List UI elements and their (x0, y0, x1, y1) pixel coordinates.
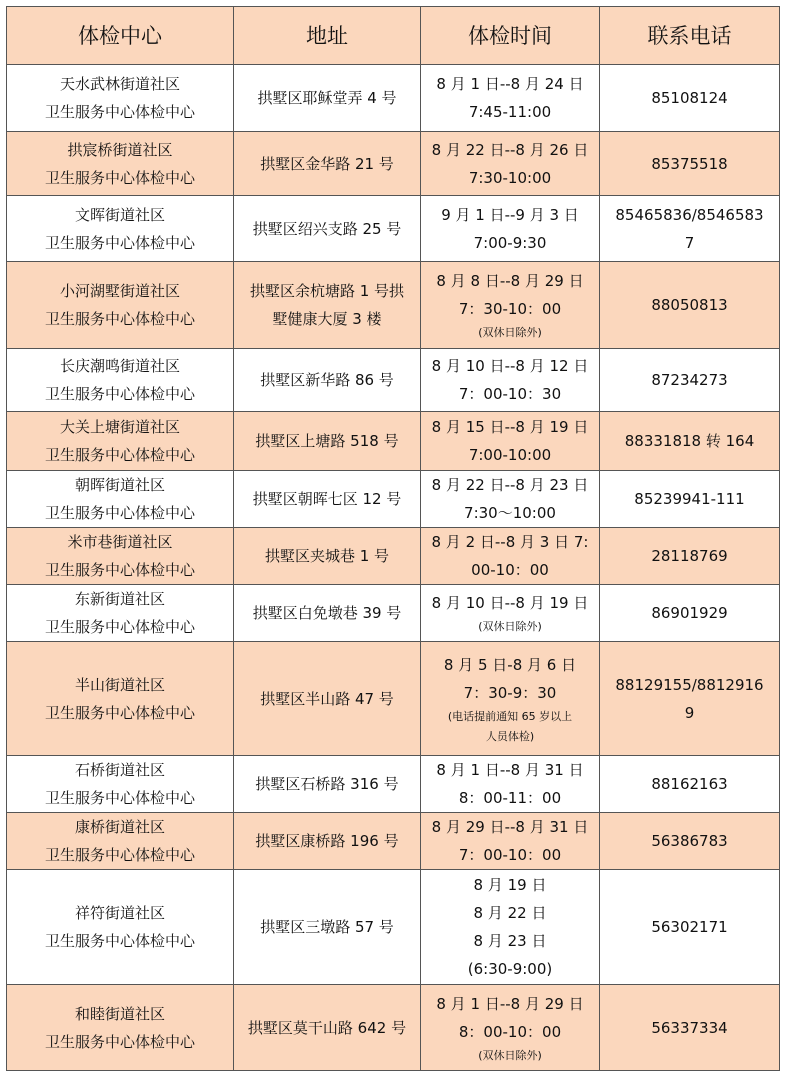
phone-cell (600, 132, 780, 196)
table-body (7, 65, 780, 1071)
time-note: (双休日除外) (478, 326, 542, 339)
phone-cell (600, 985, 780, 1071)
center-cell (7, 412, 234, 471)
address-line: 拱墅区康桥路 196 号 (255, 832, 399, 850)
center-cell (7, 196, 234, 262)
center-line: 祥符街道社区 (74, 904, 165, 922)
center-line: 和睦街道社区 (74, 1004, 165, 1023)
time-line: 00-10：00 (471, 561, 549, 579)
time-line: 8 月 22 日 (473, 904, 547, 922)
center-line: 卫生服务中心体检中心 (44, 1032, 195, 1051)
table-row (7, 585, 780, 642)
address-line: 拱墅区三墩路 57 号 (260, 918, 394, 936)
center-line: 卫生服务中心体检中心 (44, 561, 195, 579)
center-line: 东新街道社区 (74, 590, 165, 608)
center-cell (7, 642, 234, 756)
center-line: 康桥街道社区 (74, 818, 165, 836)
address-cell (234, 349, 421, 412)
time-line: 8 月 19 日 (473, 876, 547, 894)
time-cell (421, 196, 600, 262)
address-cell (234, 471, 421, 528)
center-line: 卫生服务中心体检中心 (44, 385, 195, 403)
phone-cell (600, 585, 780, 642)
time-line: 8 月 29 日--8 月 31 日 (431, 818, 589, 836)
time-cell (421, 349, 600, 412)
table-row (7, 756, 780, 813)
center-line: 卫生服务中心体检中心 (44, 703, 195, 722)
address-line: 拱墅区上塘路 518 号 (255, 432, 399, 450)
center-cell (7, 585, 234, 642)
time-cell (421, 65, 600, 132)
address-line: 墅健康大厦 3 楼 (272, 310, 382, 328)
time-line: 7：00-10：30 (458, 385, 562, 403)
center-line: 卫生服务中心体检中心 (44, 168, 195, 187)
time-line: 8：00-10：00 (458, 1022, 562, 1041)
phone-line: 56302171 (651, 918, 728, 936)
phone-cell (600, 262, 780, 349)
center-line: 朝晖街道社区 (74, 476, 165, 494)
center-line: 卫生服务中心体检中心 (44, 504, 195, 522)
time-note: (电话提前通知 65 岁以上 (447, 709, 573, 723)
time-line: 7：30-9：30 (463, 683, 557, 702)
time-line: 8 月 23 日 (473, 932, 547, 950)
center-line: 卫生服务中心体检中心 (44, 103, 195, 121)
address-line: 拱墅区半山路 47 号 (260, 689, 394, 708)
table-row (7, 642, 780, 756)
address-cell (234, 870, 421, 985)
center-cell (7, 349, 234, 412)
time-line: 7:00-10:00 (468, 446, 552, 464)
phone-line: 88162163 (651, 775, 728, 793)
header-row (7, 7, 780, 65)
address-line: 拱墅区金华路 21 号 (260, 154, 394, 173)
time-line: 7:00-9:30 (473, 233, 547, 252)
time-line: 8 月 8 日--8 月 29 日 (436, 272, 584, 290)
time-line: 7:30～10:00 (464, 504, 556, 522)
address-cell (234, 196, 421, 262)
table-row (7, 528, 780, 585)
table-row (7, 813, 780, 870)
center-line: 文晖街道社区 (74, 205, 165, 224)
table-row (7, 412, 780, 471)
center-line: 半山街道社区 (74, 675, 165, 694)
phone-cell (600, 412, 780, 471)
time-cell (421, 642, 600, 756)
phone-line: 9 (684, 703, 695, 722)
table-row (7, 65, 780, 132)
center-line: 天水武林街道社区 (59, 75, 180, 93)
address-line: 拱墅区绍兴支路 25 号 (252, 219, 402, 238)
address-cell (234, 585, 421, 642)
time-cell (421, 870, 600, 985)
time-note: (双休日除外) (478, 1048, 542, 1062)
address-line: 拱墅区石桥路 316 号 (255, 775, 399, 793)
health-check-table (6, 6, 780, 1071)
time-cell (421, 585, 600, 642)
table-row (7, 870, 780, 985)
phone-cell (600, 756, 780, 813)
center-line: 卫生服务中心体检中心 (44, 846, 195, 864)
center-line: 卫生服务中心体检中心 (44, 932, 195, 950)
time-cell (421, 985, 600, 1071)
time-line: 8 月 5 日-8 月 6 日 (443, 655, 577, 674)
time-line: 8：00-11：00 (458, 789, 562, 807)
phone-cell (600, 471, 780, 528)
phone-cell (600, 65, 780, 132)
address-cell (234, 985, 421, 1071)
time-line: 7：30-10：00 (458, 300, 562, 318)
header-center: 体检中心 (7, 7, 234, 65)
address-cell (234, 756, 421, 813)
center-cell (7, 985, 234, 1071)
phone-line: 88129155/8812916 (615, 675, 764, 694)
address-cell (234, 262, 421, 349)
phone-line: 86901929 (651, 604, 728, 622)
time-cell (421, 132, 600, 196)
header-phone: 联系电话 (600, 7, 780, 65)
address-line: 拱墅区朝晖七区 12 号 (252, 490, 402, 508)
address-line: 拱墅区莫干山路 642 号 (247, 1018, 407, 1037)
time-line: 7：00-10：00 (458, 846, 562, 864)
center-line: 大关上塘街道社区 (59, 418, 180, 436)
time-cell (421, 756, 600, 813)
phone-cell (600, 813, 780, 870)
phone-cell (600, 196, 780, 262)
time-line: 8 月 22 日--8 月 26 日 (431, 140, 589, 159)
address-cell (234, 132, 421, 196)
phone-line: 28118769 (651, 547, 728, 565)
phone-line: 85375518 (651, 154, 728, 173)
time-line: 8 月 10 日--8 月 19 日 (431, 594, 589, 612)
center-line: 米市巷街道社区 (67, 533, 173, 551)
center-line: 长庆潮鸣街道社区 (59, 357, 180, 375)
time-line: 9 月 1 日--9 月 3 日 (441, 205, 579, 224)
time-cell (421, 262, 600, 349)
phone-line: 56386783 (651, 832, 728, 850)
center-line: 小河湖墅街道社区 (59, 282, 180, 300)
phone-line: 7 (684, 233, 695, 252)
table-row (7, 132, 780, 196)
center-cell (7, 813, 234, 870)
address-line: 拱墅区夹城巷 1 号 (264, 547, 390, 565)
time-cell (421, 813, 600, 870)
center-line: 卫生服务中心体检中心 (44, 789, 195, 807)
phone-cell (600, 642, 780, 756)
center-cell (7, 528, 234, 585)
table-row (7, 349, 780, 412)
phone-line: 88331818 转 164 (624, 432, 755, 450)
center-cell (7, 65, 234, 132)
time-line: 8 月 10 日--8 月 12 日 (431, 357, 589, 375)
header-time: 体检时间 (421, 7, 600, 65)
time-line: 7:30-10:00 (468, 168, 552, 187)
address-cell (234, 642, 421, 756)
table-row (7, 985, 780, 1071)
time-note: 人员体检) (485, 729, 535, 743)
phone-cell (600, 349, 780, 412)
phone-line: 56337334 (651, 1018, 728, 1037)
phone-cell (600, 528, 780, 585)
center-line: 卫生服务中心体检中心 (44, 233, 195, 252)
time-line: (6:30-9:00) (467, 960, 553, 978)
phone-line: 85465836/8546583 (615, 205, 764, 224)
address-cell (234, 528, 421, 585)
time-cell (421, 471, 600, 528)
time-cell (421, 412, 600, 471)
center-cell (7, 262, 234, 349)
address-line: 拱墅区白免墩巷 39 号 (252, 604, 402, 622)
time-cell (421, 528, 600, 585)
time-note: (双休日除外) (478, 620, 542, 633)
time-line: 8 月 2 日--8 月 3 日 7: (431, 533, 589, 551)
time-line: 8 月 22 日--8 月 23 日 (431, 476, 589, 494)
phone-line: 88050813 (651, 296, 728, 314)
phone-line: 85239941-111 (634, 490, 745, 508)
center-cell (7, 870, 234, 985)
address-line: 拱墅区余杭塘路 1 号拱 (249, 282, 405, 300)
center-line: 卫生服务中心体检中心 (44, 310, 195, 328)
address-cell (234, 813, 421, 870)
center-line: 卫生服务中心体检中心 (44, 618, 195, 636)
center-line: 石桥街道社区 (74, 761, 165, 779)
phone-cell (600, 870, 780, 985)
address-cell (234, 65, 421, 132)
center-line: 拱宸桥街道社区 (67, 140, 173, 159)
time-line: 8 月 1 日--8 月 31 日 (436, 761, 584, 779)
header-address: 地址 (234, 7, 421, 65)
time-line: 8 月 1 日--8 月 29 日 (436, 994, 584, 1013)
center-cell (7, 471, 234, 528)
table-row (7, 262, 780, 349)
center-line: 卫生服务中心体检中心 (44, 446, 195, 464)
time-line: 8 月 1 日--8 月 24 日 (436, 75, 584, 93)
phone-line: 87234273 (651, 371, 728, 389)
center-cell (7, 132, 234, 196)
time-line: 7:45-11:00 (468, 103, 552, 121)
center-cell (7, 756, 234, 813)
table-row (7, 471, 780, 528)
time-line: 8 月 15 日--8 月 19 日 (431, 418, 589, 436)
phone-line: 85108124 (651, 89, 728, 107)
address-line: 拱墅区耶稣堂弄 4 号 (257, 89, 397, 107)
address-line: 拱墅区新华路 86 号 (260, 371, 394, 389)
table-row (7, 196, 780, 262)
address-cell (234, 412, 421, 471)
